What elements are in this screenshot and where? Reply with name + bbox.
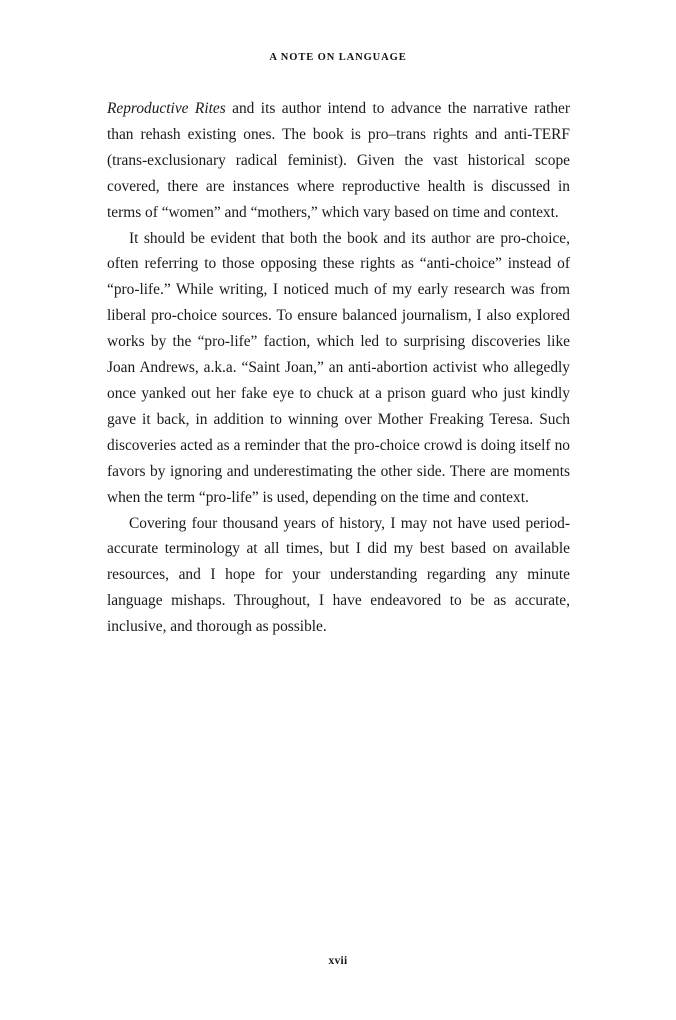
running-head: A NOTE ON LANGUAGE	[269, 52, 407, 63]
paragraph-1-text: and its author intend to advance the narrative rather than rehash existing ones. The book is pro–trans rights and anti-TERF (trans-exclusionary radical feminist). Given the vast historical scope covered, there are instances where reproductive health is discussed in terms of “women” and “mothers,” which vary based on time and context.	[107, 100, 570, 221]
paragraph-2: It should be evident that both the book and its author are pro-choice, often referring to those opposing these rights as “anti-choice” instead of “pro-life.” While writing, I noticed much of my early research was from liberal pro-choice sources. To ensure balanced journalism, I also explored works by the “pro-life” faction, which led to surprising discoveries like Joan Andrews, a.k.a. “Saint Joan,” an anti-abortion activist who allegedly once yanked out her fake eye to chuck at a prison guard who just kindly gave it back, in addition to winning over Mother Freaking Teresa. Such discoveries acted as a reminder that the pro-choice crowd is doing itself no favors by ignoring and underestimating the other side. There are moments when the term “pro-life” is used, depending on the time and context.	[107, 229, 570, 506]
paragraph-3: Covering four thousand years of history, I may not have used period-accurate terminology at all times, but I did my best based on available resources, and I hope for your understanding regarding any minute language mishaps. Throughout, I have endeavored to be as accurate, inclusive, and thorough as possible.	[107, 514, 570, 636]
page-number-folio: xvii	[328, 955, 348, 967]
paragraph-1	[107, 96, 570, 226]
body-text-column	[107, 96, 570, 640]
book-title-italic: Reproductive Rites	[107, 100, 226, 117]
